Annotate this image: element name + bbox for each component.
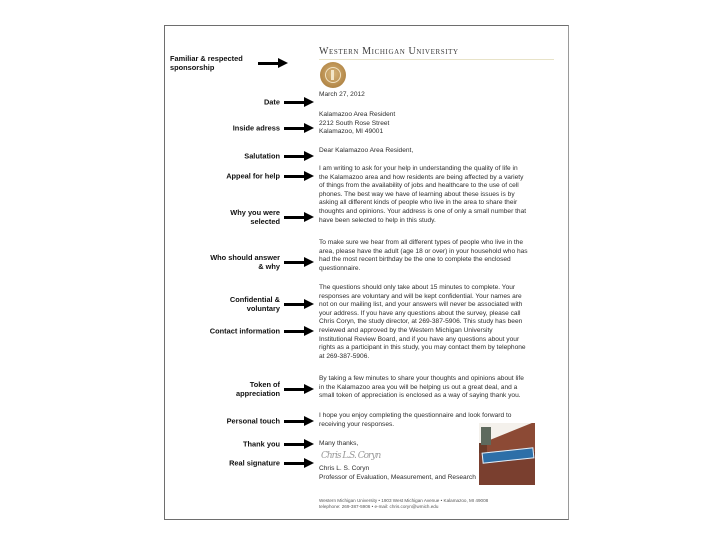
arrow-icon	[284, 299, 314, 309]
arrow-icon	[284, 171, 314, 181]
annotation-label: Date	[263, 97, 280, 107]
annotation-label: Confidential & voluntary	[229, 295, 280, 313]
signature-scribble: Chris L.S. Coryn	[321, 451, 381, 461]
paragraph-appeal: I am writing to ask for your help in understanding the quality of life in the Kalamazoo area and how residents are being affected by a variety of things from the availability of jobs and healthcare to the use of cell phones. The best way we have of learning about these issues is by asking all different kinds of people who live in the area to share their thoughts and opinions. Your address is one of only a small number that have been selected to help in this study.	[319, 165, 527, 224]
annotation-label: Appeal for help	[226, 171, 280, 181]
annotation-label: Real signature	[229, 458, 280, 468]
arrow-icon	[258, 58, 288, 68]
arrow-icon	[284, 384, 314, 394]
arrow-icon	[284, 212, 314, 222]
arrow-icon	[284, 123, 314, 133]
annotation-label: Why you were selected	[230, 208, 280, 226]
annotation-label: Token of appreciation	[236, 380, 280, 398]
paragraph-confidential: The questions should only take about 15 minutes to complete. Your responses are voluntary and will be kept confidential. Your names are not on our mailing list, and your answers will never be associated with your address. If you have any questions about the survey, please call Chris Coryn, the study director, at 269-387-5906. This study has been reviewed and approved by the Western Michigan University Institutional Review Board, and if you have any questions about your rights as a participant in this study, you may contact them by telephone at 269-387-5906.	[319, 284, 526, 360]
salutation: Dear Kalamazoo Area Resident,	[319, 147, 414, 154]
arrow-icon	[284, 458, 314, 468]
closing: Many thanks,	[319, 440, 359, 447]
signer-block	[319, 465, 476, 482]
paragraph-who-should-answer: To make sure we hear from all different types of people who live in the area, please have the adult (age 18 or over) in your household who has had the most recent birthday be the one to complete the enclosed questionnaire.	[319, 239, 528, 272]
annotation-label: Inside adress	[232, 123, 280, 133]
annotation-label: Thank you	[243, 439, 280, 449]
annotation-label: Salutation	[244, 151, 280, 161]
arrow-icon	[284, 416, 314, 426]
letterhead-rule	[319, 59, 554, 60]
annotation-label: Who should answer & why	[210, 253, 280, 271]
annotation-label: Contact information	[209, 326, 280, 336]
signer-name: Chris L. S. Coryn	[319, 465, 370, 472]
letter-footer: Western Michigan University • 1903 West Michigan Avenue • Kalamazoo, MI 49008 telephone: 269-387-5906 • e-mail: chris.coryn@wmich.edu	[319, 498, 489, 509]
paragraph-personal-touch: I hope you enjoy completing the questionnaire and look forward to receiving your responses.	[319, 412, 512, 428]
signer-title: Professor of Evaluation, Measurement, and Research	[319, 473, 476, 481]
arrow-icon	[284, 439, 314, 449]
university-letterhead: Western Michigan University	[319, 46, 459, 57]
paragraph-token: By taking a few minutes to share your thoughts and opinions about life in the Kalamazoo area you will be helping us out a great deal, and a small token of appreciation is enclosed as a way of saying thank you.	[319, 375, 524, 400]
annotation-label: Familiar & respected sponsorship	[170, 54, 243, 72]
annotation-label: Personal touch	[226, 416, 280, 426]
university-seal-icon	[320, 62, 346, 88]
arrow-icon	[284, 97, 314, 107]
inside-address: Kalamazoo Area Resident 2212 South Rose Street Kalamazoo, MI 49001	[319, 111, 396, 136]
arrow-icon	[284, 151, 314, 161]
arrow-icon	[284, 257, 314, 267]
arrow-icon	[284, 326, 314, 336]
letter-date: March 27, 2012	[319, 91, 365, 98]
kalamazoo-photo	[479, 423, 535, 485]
